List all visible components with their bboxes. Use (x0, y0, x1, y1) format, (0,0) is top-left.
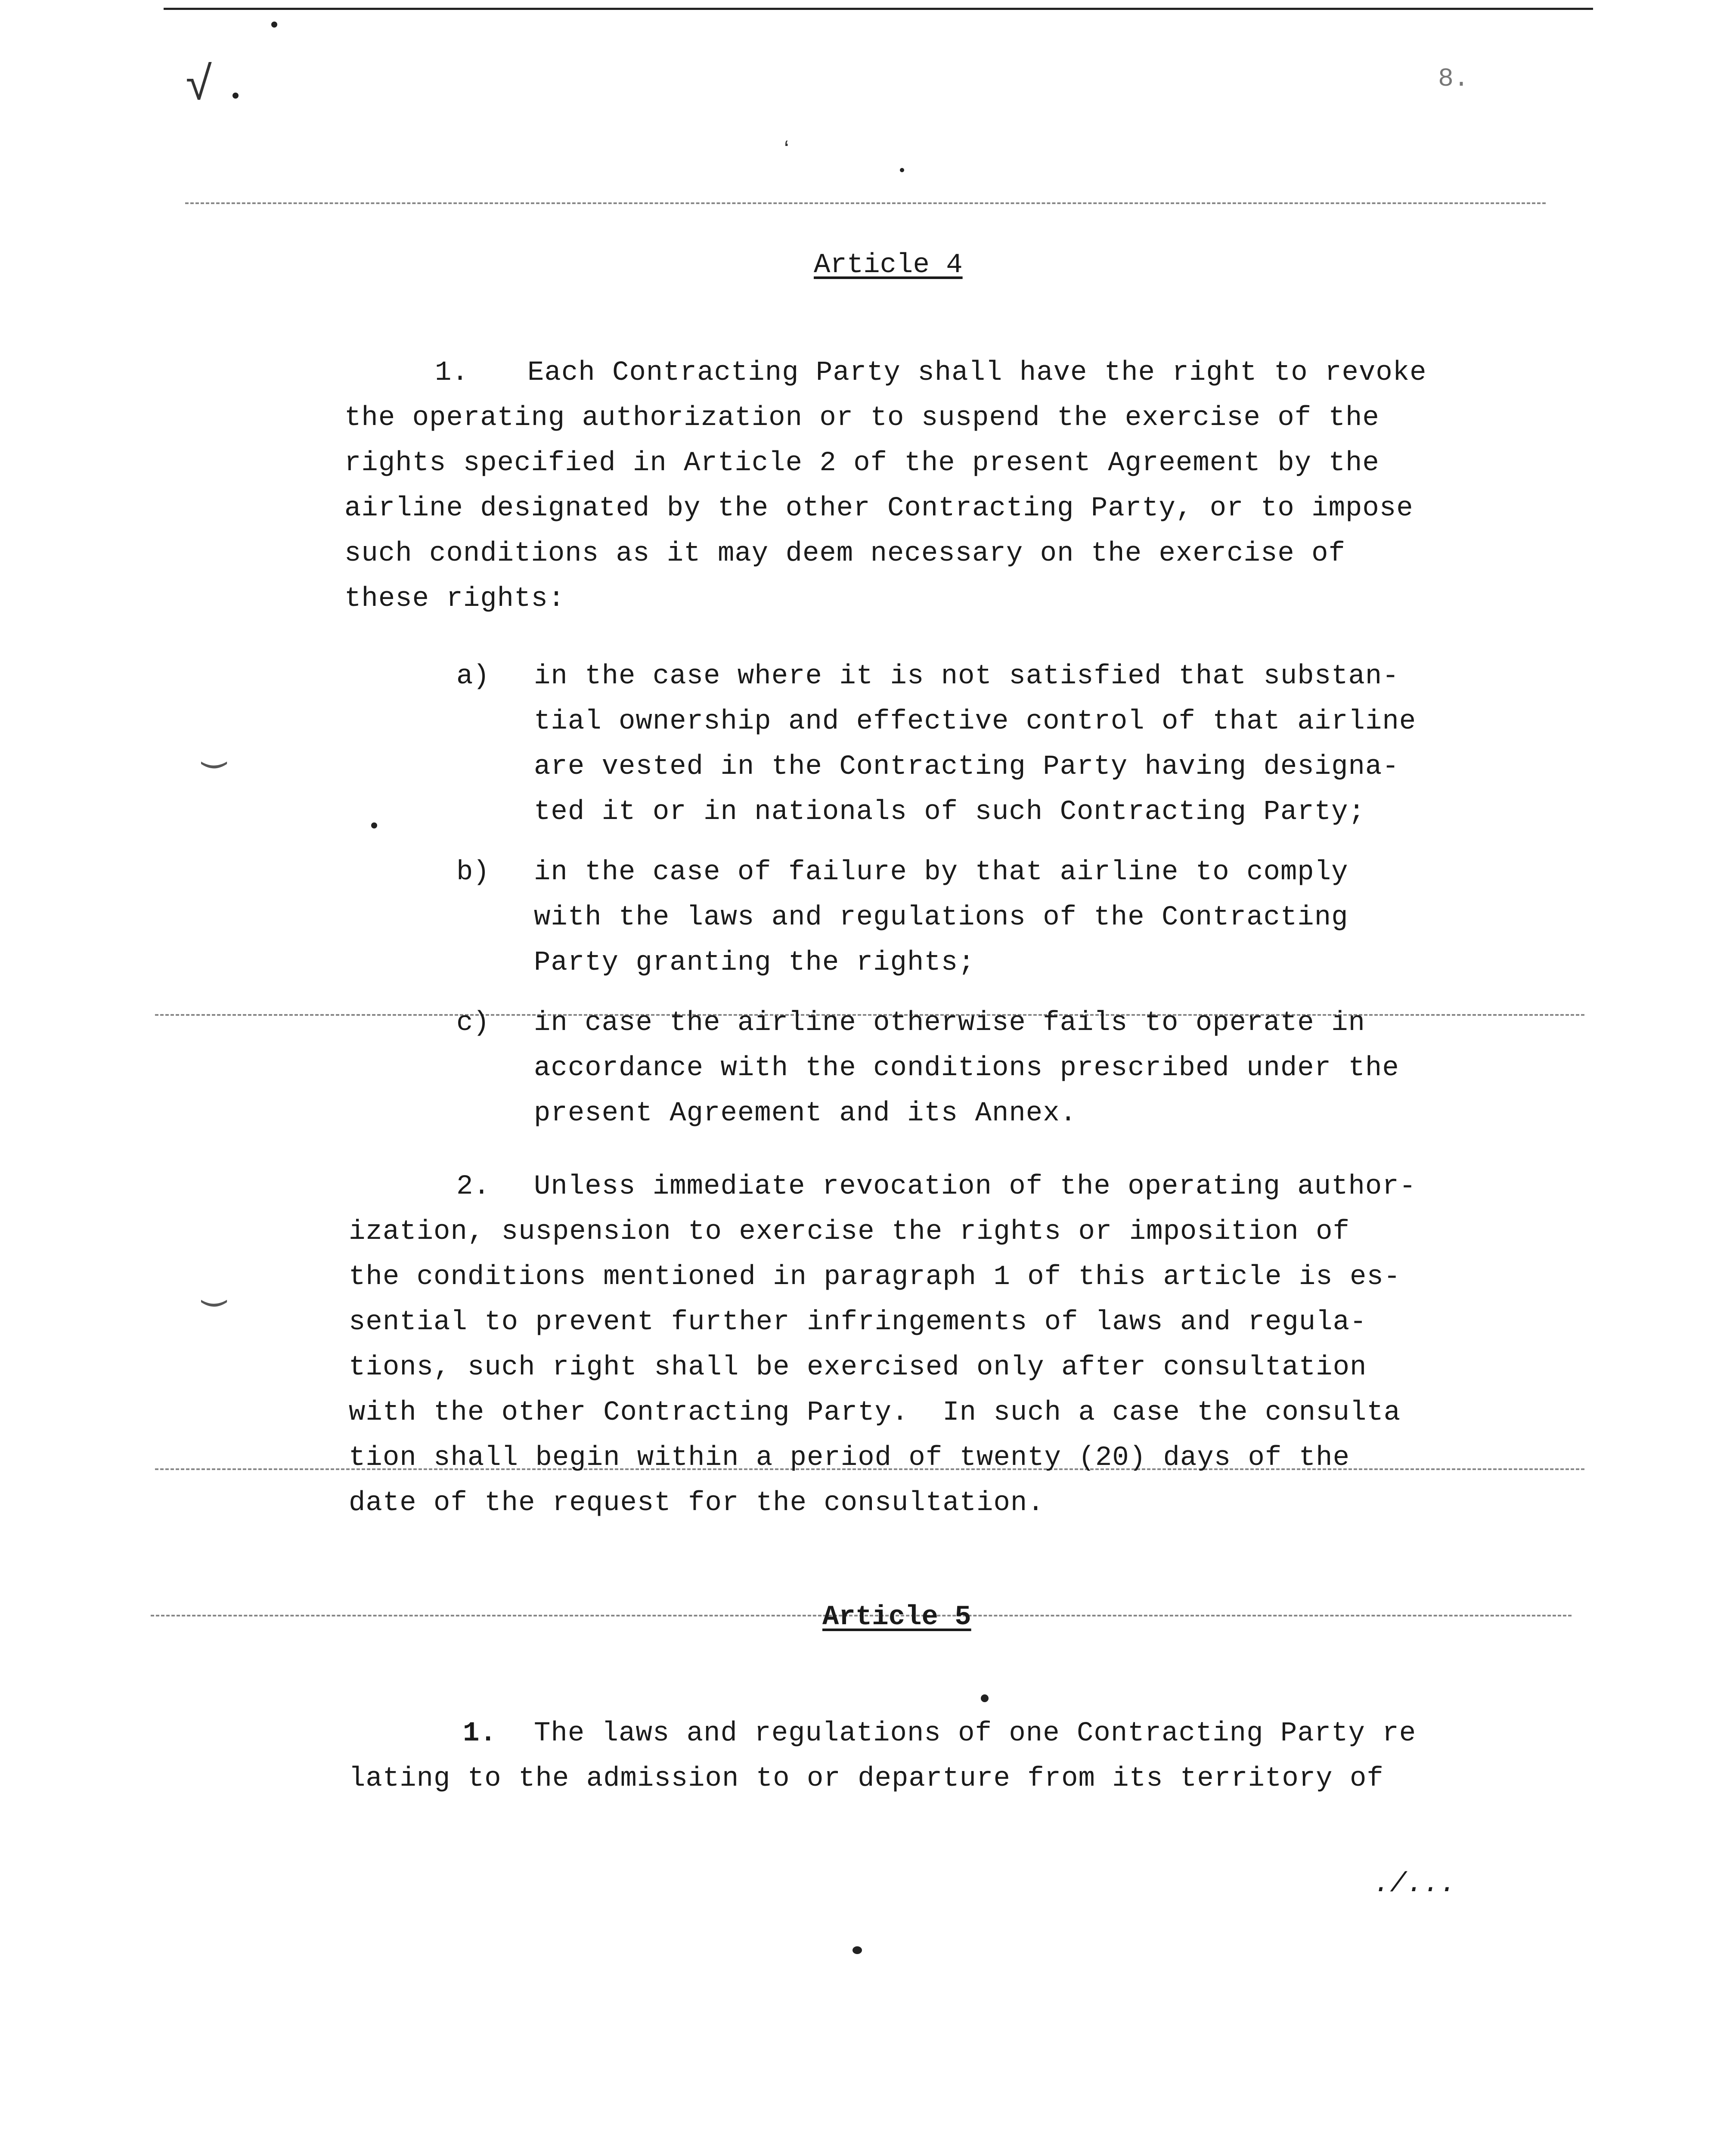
text-line: Each Contracting Party shall have the right to revoke (527, 357, 1427, 388)
curve-mark: ‿ (202, 727, 226, 771)
article-4-heading: Article 4 (814, 250, 963, 281)
text-line: airline designated by the other Contracting Party, or to impose (344, 493, 1414, 524)
text-line: ted it or in nationals of such Contracting Party; (534, 797, 1365, 828)
item-marker-c: c) (456, 1008, 490, 1039)
text-line: tion shall begin within a period of twenty (20) days of the (349, 1443, 1350, 1474)
scan-speck (900, 168, 904, 172)
scan-mark: ʻ (779, 138, 794, 165)
text-line: these rights: (344, 583, 565, 614)
curve-mark: ‿ (202, 1266, 226, 1309)
text-line: the operating authorization or to suspend the exercise of the (344, 403, 1380, 434)
scan-speck (232, 93, 239, 99)
text-line: such conditions as it may deem necessary on the exercise of (344, 538, 1345, 569)
text-line: lating to the admission to or departure from its territory of (349, 1763, 1384, 1794)
dashed-rule (185, 202, 1546, 204)
paragraph-number: 1. (463, 1718, 497, 1749)
scan-speck (271, 22, 277, 28)
text-line: The laws and regulations of one Contracting Party re (534, 1718, 1417, 1749)
item-marker-a: a) (456, 661, 490, 692)
scan-speck (371, 822, 377, 828)
text-line: Unless immediate revocation of the operating author- (534, 1171, 1417, 1202)
text-line: date of the request for the consultation. (349, 1488, 1045, 1519)
paragraph-number: 1. (435, 357, 469, 388)
text-line: present Agreement and its Annex. (534, 1098, 1077, 1129)
scan-speck (852, 1946, 862, 1954)
paragraph-number: 2. (456, 1171, 490, 1202)
text-line: tions, such right shall be exercised only after consultation (349, 1352, 1367, 1383)
text-line: the conditions mentioned in paragraph 1 of this article is es- (349, 1262, 1401, 1293)
text-line: in the case where it is not satisfied that substan- (534, 661, 1399, 692)
text-line: with the laws and regulations of the Contracting (534, 902, 1348, 933)
page-number: 8. (1438, 65, 1469, 94)
scan-speck (981, 1694, 989, 1702)
text-line: with the other Contracting Party. In such a case the consulta (349, 1397, 1401, 1428)
text-line: sential to prevent further infringements of laws and regula- (349, 1307, 1367, 1338)
text-line: tial ownership and effective control of that airline (534, 706, 1417, 737)
top-border-line (164, 8, 1593, 10)
text-line: ization, suspension to exercise the rights or imposition of (349, 1216, 1350, 1247)
item-marker-b: b) (456, 857, 490, 888)
text-line: in the case of failure by that airline to comply (534, 857, 1348, 888)
text-line: accordance with the conditions prescribed under the (534, 1053, 1399, 1084)
continuation-mark: ./... (1373, 1869, 1457, 1900)
check-mark: √ (185, 60, 214, 114)
article-5-heading: Article 5 (822, 1602, 971, 1633)
text-line: rights specified in Article 2 of the present Agreement by the (344, 448, 1380, 479)
text-line: are vested in the Contracting Party having designa- (534, 751, 1399, 782)
text-line: in case the airline otherwise fails to operate in (534, 1008, 1365, 1039)
text-line: Party granting the rights; (534, 947, 975, 978)
